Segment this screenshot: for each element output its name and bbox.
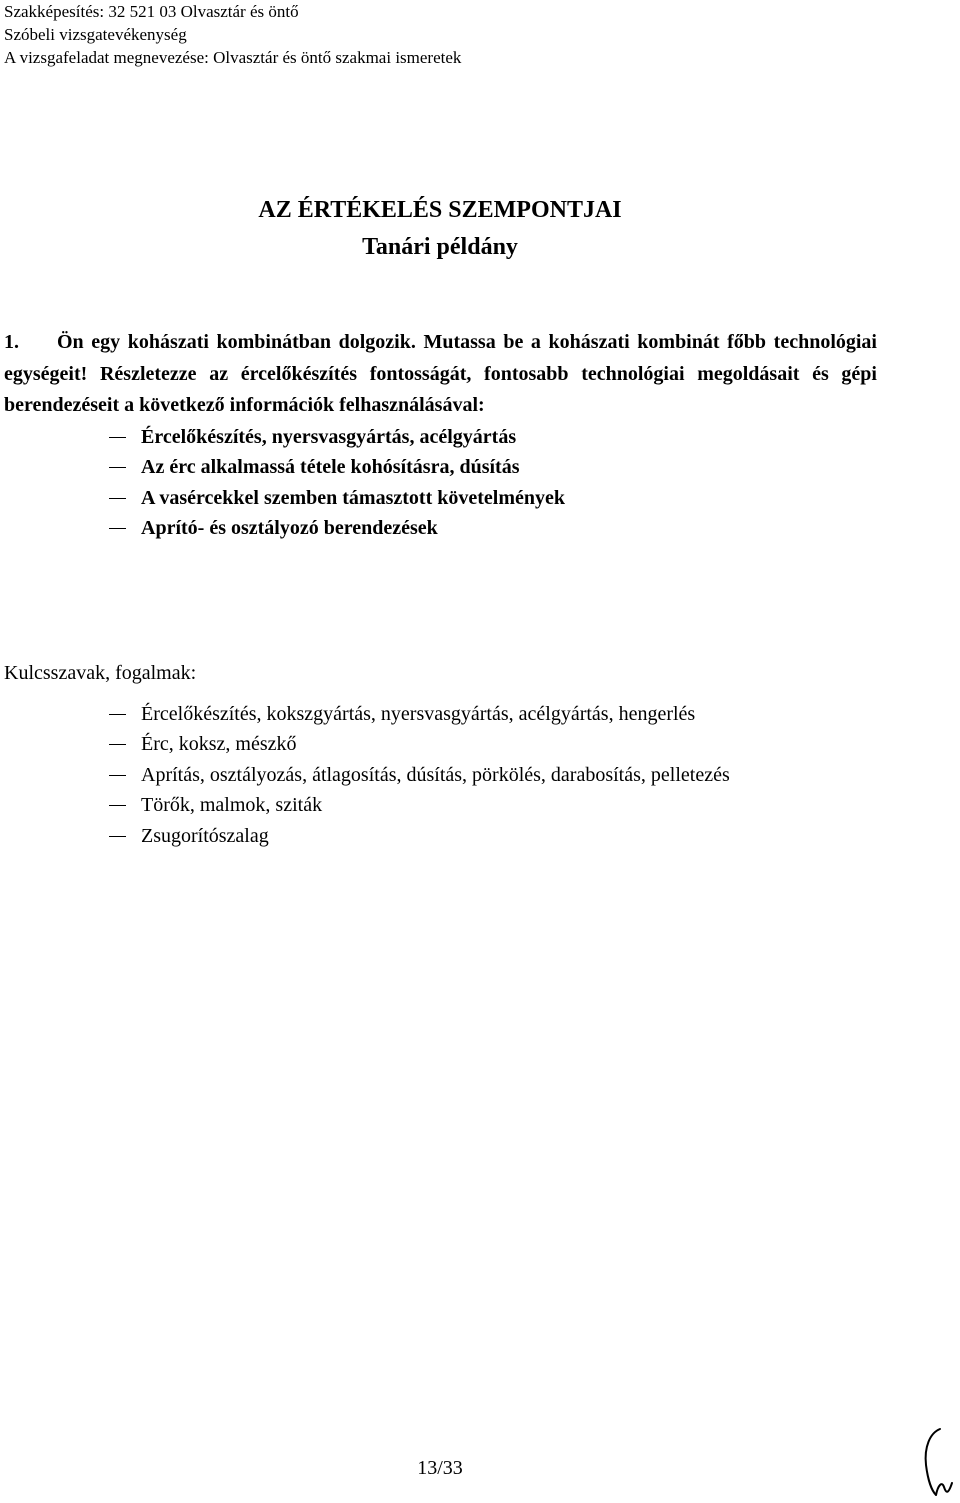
dash-bullet-icon: [109, 467, 126, 468]
keywords-label: Kulcsszavak, fogalmak:: [4, 662, 197, 684]
keywords-section: [4, 658, 904, 851]
list-item: Ércelőkészítés, kokszgyártás, nyersvasgyártás, acélgyártás, hengerlés: [4, 699, 904, 730]
dash-bullet-icon: [109, 498, 126, 499]
list-item: Ércelőkészítés, nyersvasgyártás, acélgyártás: [4, 422, 877, 453]
question-text-block: [4, 327, 877, 422]
dash-bullet-icon: [109, 744, 126, 745]
exam-activity-line: Szóbeli vizsgatevékenység: [4, 25, 187, 44]
page-title: AZ ÉRTÉKELÉS SZEMPONTJAI: [258, 197, 622, 223]
dash-bullet-icon: [109, 528, 126, 529]
list-item: Törők, malmok, sziták: [4, 790, 904, 821]
list-item: A vasércekkel szemben támasztott követelmények: [4, 483, 877, 514]
exam-task-line: A vizsgafeladat megnevezése: Olvasztár és öntő szakmai ismeretek: [4, 48, 462, 67]
page-number: 13/33: [417, 1457, 463, 1479]
list-item: Az érc alkalmassá tétele kohósításra, dúsítás: [4, 452, 877, 483]
list-item: Érc, koksz, mészkő: [4, 729, 904, 760]
question-number: 1.: [4, 331, 19, 353]
qualification-line: Szakképesítés: 32 521 03 Olvasztár és öntő: [4, 2, 299, 21]
page-subtitle: Tanári példány: [362, 234, 518, 260]
title-block: [0, 192, 880, 266]
dash-bullet-icon: [109, 775, 126, 776]
question-text: Ön egy kohászati kombinátban dolgozik. Mutassa be a kohászati kombinát főbb technológiai egységeit! Részletezze az ércelőkészítés fontosságát, fontosabb technológiai megoldásait és gépi berendezéseit a következő információk felhasználásával:: [4, 331, 877, 416]
dash-bullet-icon: [109, 714, 126, 715]
list-item: Aprító- és osztályozó berendezések: [4, 513, 877, 544]
dash-bullet-icon: [109, 437, 126, 438]
dash-bullet-icon: [109, 836, 126, 837]
question-block: [4, 327, 877, 544]
signature-mark: [918, 1425, 958, 1501]
document-header: [4, 0, 461, 69]
question-bullet-list: [4, 422, 877, 544]
list-item: Aprítás, osztályozás, átlagosítás, dúsítás, pörkölés, darabosítás, pelletezés: [4, 760, 904, 791]
keywords-list: [4, 699, 904, 852]
list-item: Zsugorítószalag: [4, 821, 904, 852]
dash-bullet-icon: [109, 805, 126, 806]
